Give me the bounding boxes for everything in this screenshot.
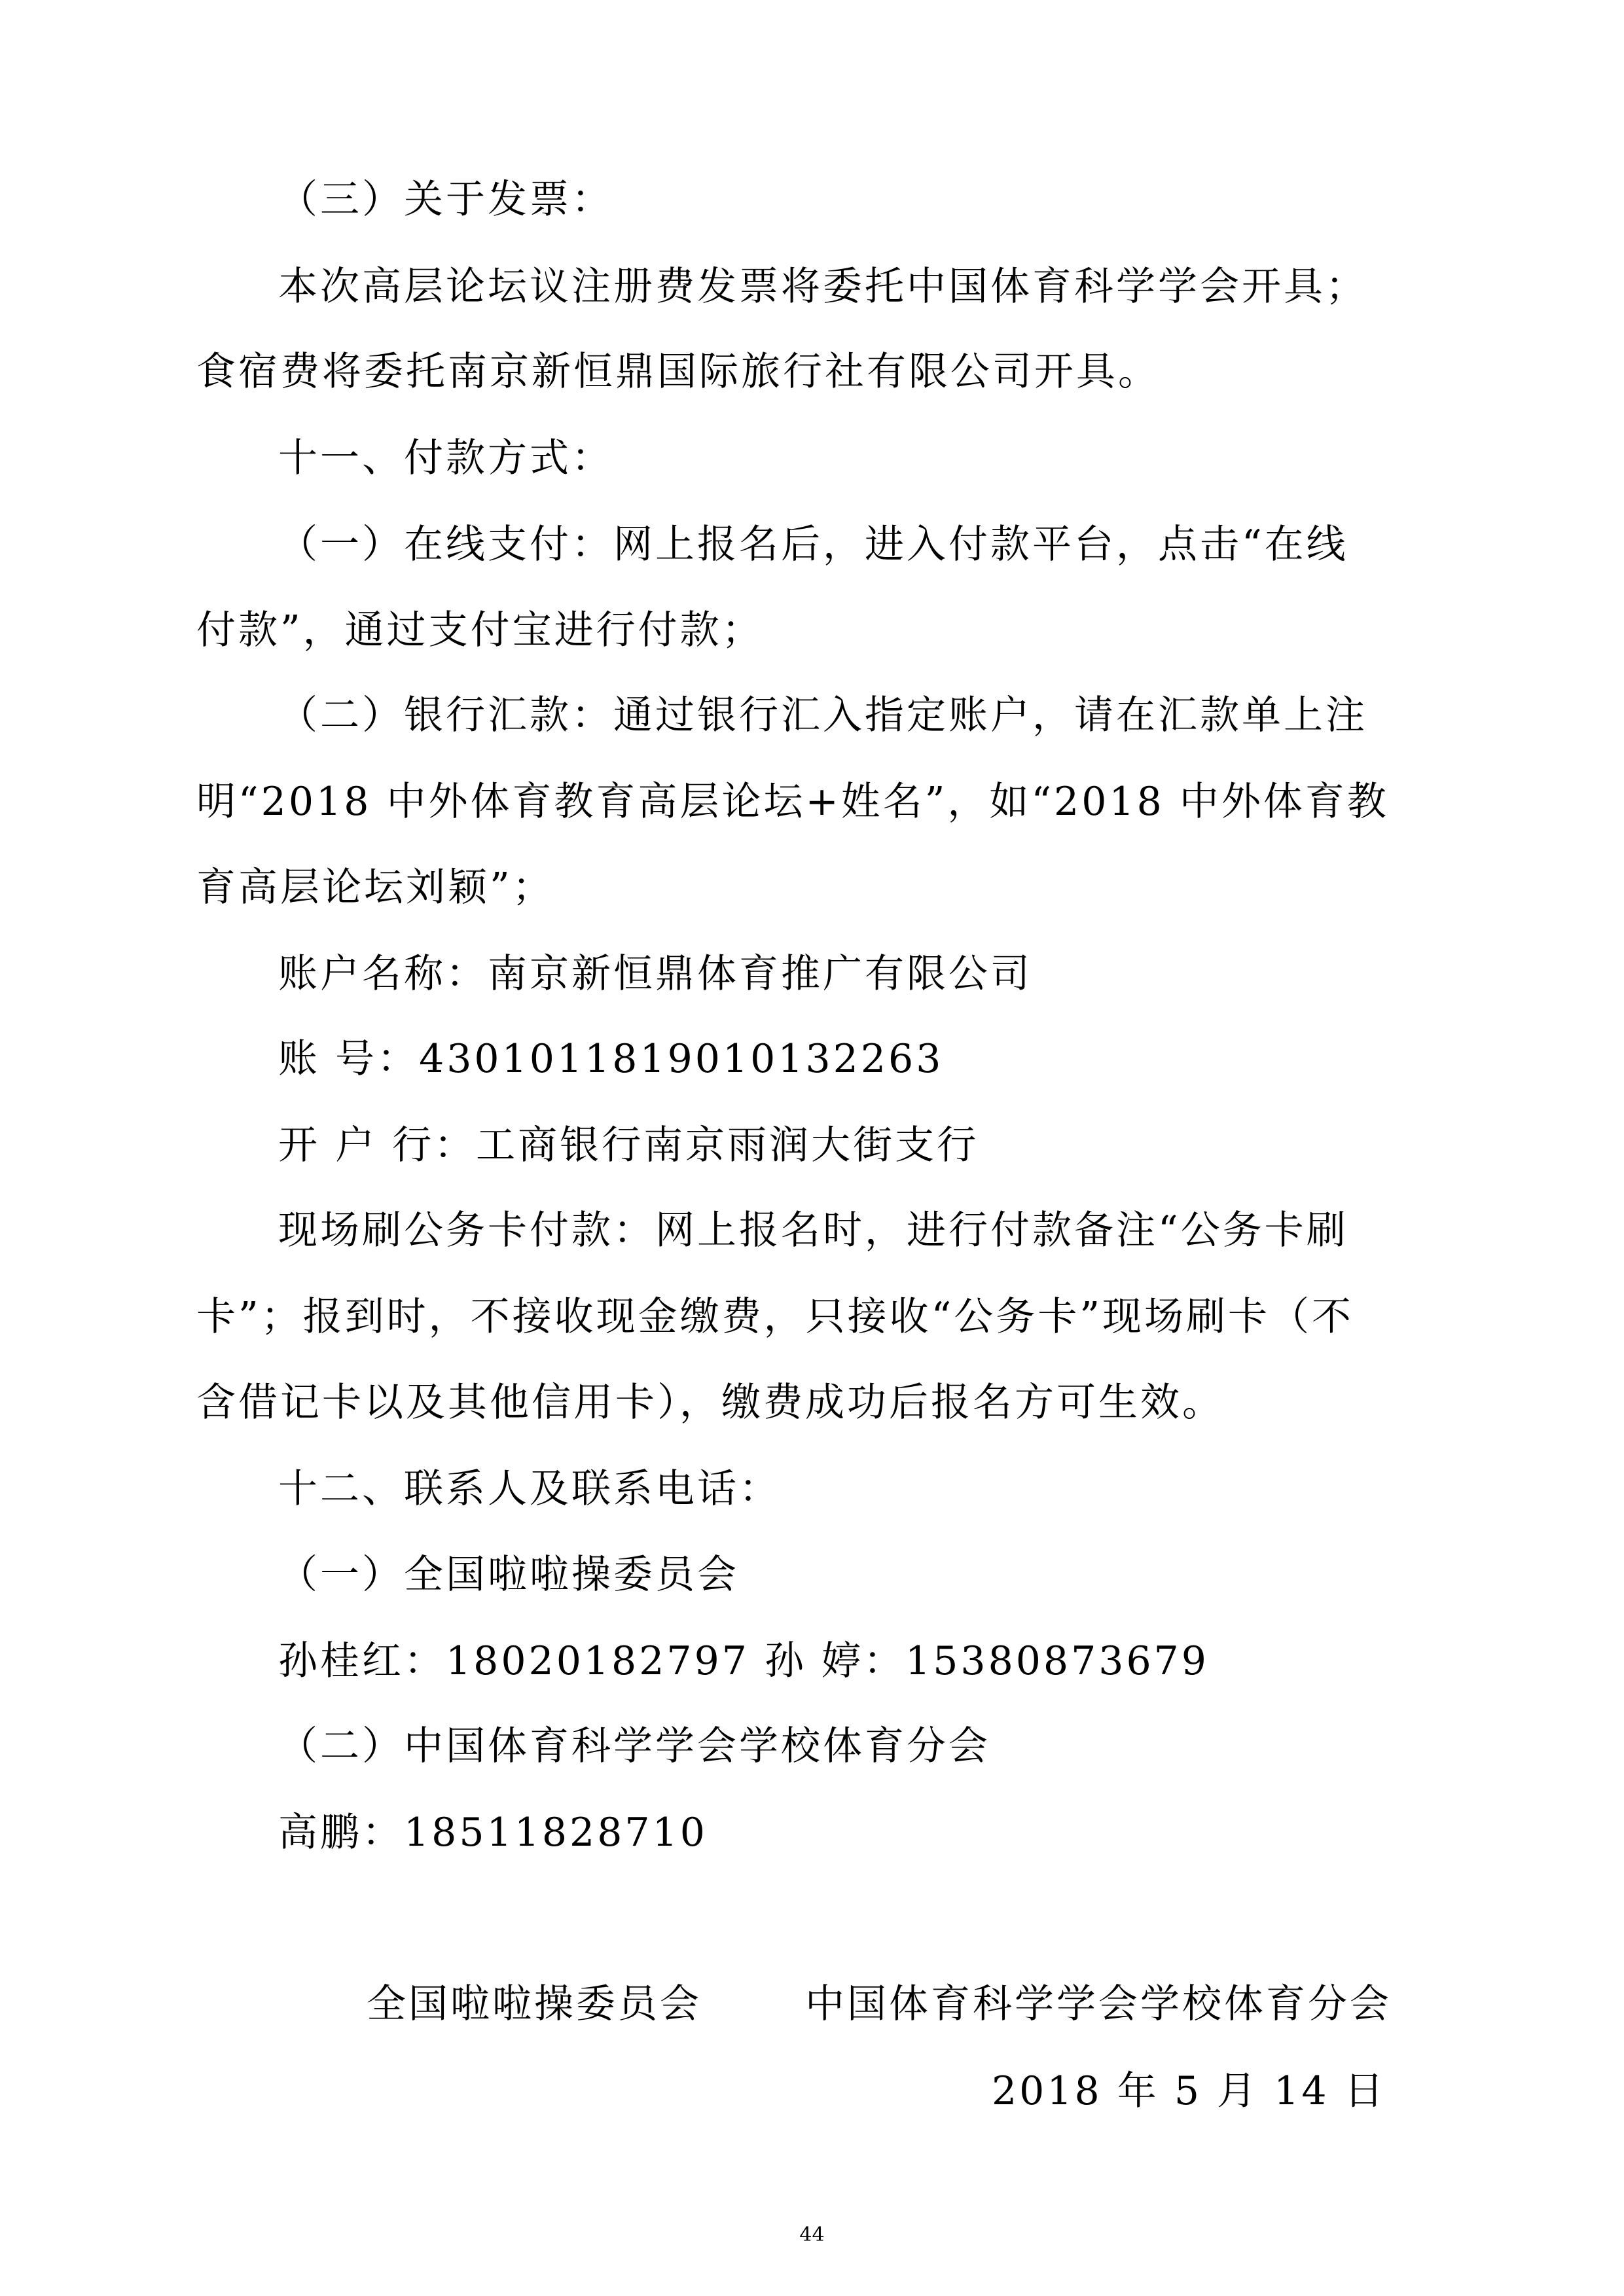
signature-org-1: 全国啦啦操委员会 [367,1981,702,2027]
bank-transfer-line-1: （二）银行汇款：通过银行汇入指定账户，请在汇款单上注 [278,692,1367,738]
contact-org-2: （二）中国体育科学学会学校体育分会 [278,1723,990,1769]
card-payment-line-1: 现场刷公务卡付款：网上报名时，进行付款备注“公务卡刷 [278,1208,1348,1253]
account-number: 账 号：4301011819010132263 [278,1036,944,1082]
contact-org-1-people: 孙桂红：18020182797 孙 婷：15380873679 [278,1638,1209,1684]
section-invoice-heading: （三）关于发票： [278,177,613,223]
bank-transfer-line-2: 明“2018 中外体育教育高层论坛+姓名”，如“2018 中外体育教 [196,779,1389,825]
page-number: 44 [799,2223,825,2246]
online-payment-line-1: （一）在线支付：网上报名后，进入付款平台，点击“在线 [278,522,1348,567]
section-payment-heading: 十一、付款方式： [278,435,613,481]
contact-org-2-people: 高鹏：18511828710 [278,1810,708,1856]
account-bank: 开 户 行：工商银行南京雨润大街支行 [278,1122,979,1168]
section-contacts-heading: 十二、联系人及联系电话： [278,1466,781,1512]
signature-date: 2018 年 5 月 14 日 [992,2068,1386,2114]
contact-org-1: （一）全国啦啦操委员会 [278,1552,739,1598]
invoice-text-line-2: 食宿费将委托南京新恒鼎国际旅行社有限公司开具。 [196,349,1160,395]
card-payment-line-3: 含借记卡以及其他信用卡），缴费成功后报名方可生效。 [196,1380,1224,1426]
invoice-text-line-1: 本次高层论坛议注册费发票将委托中国体育科学学会开具； [278,264,1367,310]
account-name: 账户名称：南京新恒鼎体育推广有限公司 [278,951,1032,997]
signature-org-2: 中国体育科学学会学校体育分会 [805,1981,1392,2027]
online-payment-line-2: 付款”，通过支付宝进行付款； [196,607,764,653]
bank-transfer-line-3: 育高层论坛刘颖”； [196,865,554,910]
card-payment-line-2: 卡”；报到时，不接收现金缴费，只接收“公务卡”现场刷卡（不 [196,1294,1354,1340]
